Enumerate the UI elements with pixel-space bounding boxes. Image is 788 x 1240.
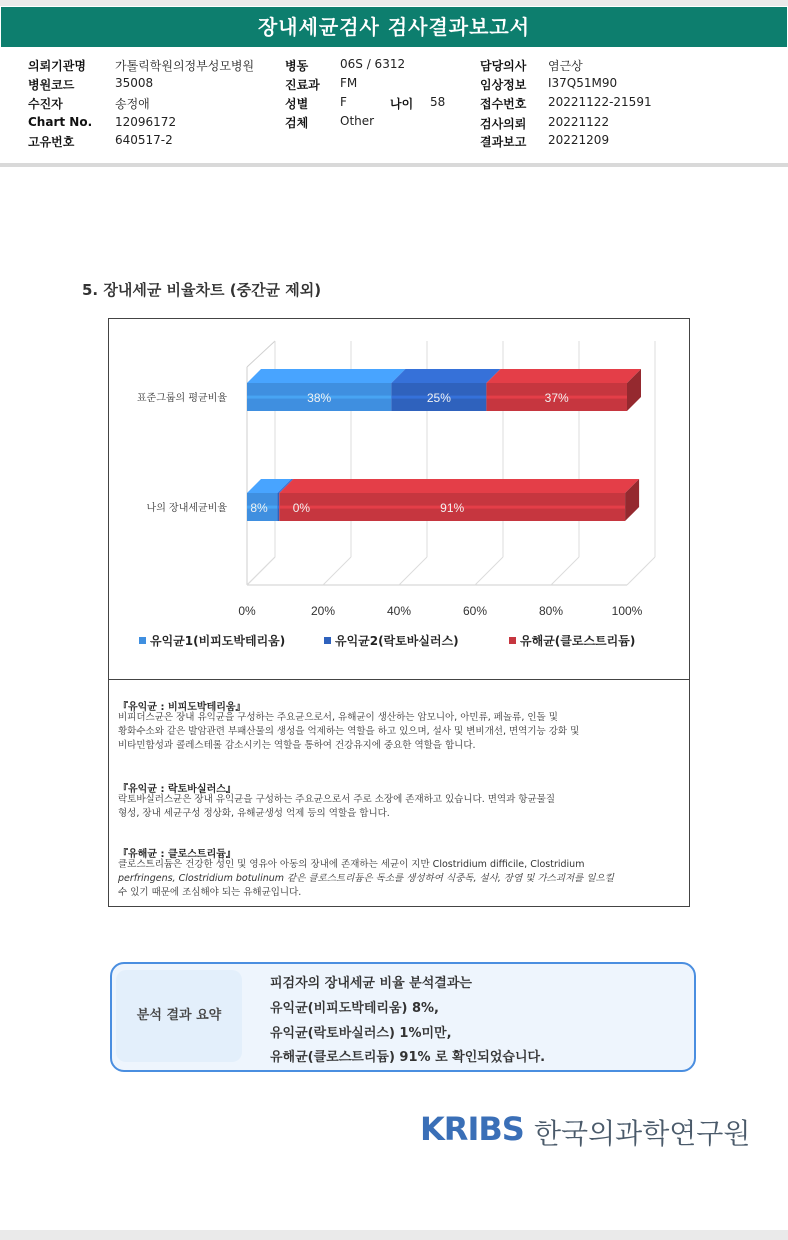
info-label: 성별 xyxy=(285,97,309,111)
bar-top xyxy=(391,369,500,383)
desc-line: 비타민합성과 콜레스테롤 감소시키는 역할을 통하여 건강유지에 중요한 역할을 합니다. xyxy=(118,740,476,751)
wall-top-edge xyxy=(247,341,275,367)
summary-line: 유해균(클로스트리듐) 91% 로 확인되었습니다. xyxy=(270,1050,546,1065)
info-value: 20221122 xyxy=(548,115,610,129)
desc-title: 『유해균 : 클로스트리듐』 xyxy=(118,849,236,860)
data-label: 91% xyxy=(440,501,465,515)
info-value: 송정애 xyxy=(115,97,150,111)
desc-text xyxy=(118,793,684,821)
info-label: Chart No. xyxy=(28,115,93,129)
desc-line: 황화수소와 같은 발암관련 부패산물의 생성을 억제하는 역할을 하고 있으며, 설사 및 변비개선, 면역기능 강화 및 xyxy=(118,726,580,737)
category-label: 나의 장내세균비율 xyxy=(146,503,227,514)
legend-swatch xyxy=(509,637,516,644)
gridline-floor xyxy=(323,557,351,585)
desc-title: 『유익균 : 락토바실러스』 xyxy=(118,784,236,795)
info-label: 담당의사 xyxy=(480,59,527,73)
age-label: 나이 xyxy=(390,97,414,111)
desc-text xyxy=(118,711,684,753)
info-label: 진료과 xyxy=(285,78,320,92)
summary-line: 유익균(락토바실러스) 1%미만, xyxy=(270,1026,452,1041)
summary-line: 유익균(비피도박테리움) 8%, xyxy=(270,1001,439,1016)
gridline-floor xyxy=(475,557,503,585)
info-label: 병동 xyxy=(285,59,309,73)
legend-label: 유익균1(비피도박테리움) xyxy=(150,634,286,648)
gridline-floor xyxy=(551,557,579,585)
info-value: 640517-2 xyxy=(115,133,173,147)
bar-top xyxy=(247,369,405,383)
bar-top xyxy=(279,479,639,493)
info-label: 고유번호 xyxy=(28,135,75,149)
desc-line: 비피더스균은 장내 유익균을 구성하는 주요균으로서, 유해균이 생산하는 암모니아, 아민류, 페놀류, 인돌 및 xyxy=(118,712,558,723)
x-tick-label: 20% xyxy=(310,604,336,618)
top-strip xyxy=(0,0,788,6)
info-label: 결과보고 xyxy=(480,135,527,149)
bottom-strip xyxy=(0,1230,788,1240)
report-title: 장내세균검사 검사결과보고서 xyxy=(1,7,787,47)
data-label: 37% xyxy=(544,391,569,405)
info-value: 염근상 xyxy=(548,59,583,73)
info-value: 가톨릭학원의정부성모병원 xyxy=(115,59,255,73)
x-tick-label: 100% xyxy=(611,604,643,618)
desc-line: 클로스트리듐은 건강한 성인 및 영유아 아동의 장내에 존재하는 세균이 지만 Clostridium difficile, Clostridium xyxy=(118,859,585,870)
data-label: 38% xyxy=(307,391,332,405)
summary-line: 피검자의 장내세균 비율 분석결과는 xyxy=(270,976,472,991)
description-box xyxy=(108,678,690,907)
x-tick-label: 0% xyxy=(238,604,256,618)
gridline-floor xyxy=(627,557,655,585)
header-divider xyxy=(0,163,788,167)
info-label: 병원코드 xyxy=(28,78,75,92)
data-label: 25% xyxy=(426,391,451,405)
data-label: 0% xyxy=(292,501,311,515)
info-label: 의뢰기관명 xyxy=(28,59,86,73)
x-tick-label: 80% xyxy=(538,604,564,618)
info-value: F xyxy=(340,95,347,109)
info-label: 수진자 xyxy=(28,97,63,111)
chart-svg xyxy=(109,319,689,679)
info-value: 20221122-21591 xyxy=(548,95,652,109)
summary-label: 분석 결과 요약 xyxy=(136,1008,222,1023)
logo-name: 한국의과학연구원 xyxy=(534,1117,751,1150)
desc-text xyxy=(118,858,684,900)
info-value: Other xyxy=(340,114,375,128)
info-value: 12096172 xyxy=(115,115,177,129)
summary-label-panel xyxy=(116,970,242,1062)
x-tick-label: 40% xyxy=(386,604,412,618)
desc-line: 락토바실러스균은 장내 유익균을 구성하는 주요균으로서 주로 소장에 존재하고 있습니다. 면역과 항균물질 xyxy=(118,794,556,805)
bar-highlight xyxy=(277,506,279,509)
desc-line: 수 있기 때문에 조심해야 되는 유해균입니다. xyxy=(118,887,302,898)
summary-box xyxy=(110,962,696,1072)
info-value: 20221209 xyxy=(548,133,610,147)
desc-line: 형성, 장내 세균구성 정상화, 유해균생성 억제 등의 역할을 합니다. xyxy=(118,808,390,819)
x-tick-label: 60% xyxy=(462,604,488,618)
gridline-floor xyxy=(399,557,427,585)
data-label: 8% xyxy=(250,501,268,515)
bacteria-ratio-chart xyxy=(108,318,690,680)
info-label: 검체 xyxy=(285,116,309,130)
info-label: 임상정보 xyxy=(480,78,527,92)
logo-brand: KRIBS xyxy=(420,1110,524,1148)
info-value: I37Q51M90 xyxy=(548,76,618,90)
gridline-floor xyxy=(247,557,275,585)
info-value: 35008 xyxy=(115,76,154,90)
info-label: 접수번호 xyxy=(480,97,527,111)
legend-label: 유익균2(락토바실러스) xyxy=(335,634,459,648)
category-label: 표준그룹의 평균비율 xyxy=(136,393,227,404)
patient-info xyxy=(0,48,788,162)
legend-label: 유해균(클로스트리듐) xyxy=(520,634,636,648)
bar-top xyxy=(486,369,641,383)
age-value: 58 xyxy=(430,95,446,109)
section-title: 5. 장내세균 비율차트 (중간균 제외) xyxy=(82,281,322,299)
info-label: 검사의뢰 xyxy=(480,117,527,131)
legend-swatch xyxy=(139,637,146,644)
info-value: 06S / 6312 xyxy=(340,57,406,71)
legend-swatch xyxy=(324,637,331,644)
desc-line: perfringens, Clostridium botulinum 같은 클로스트리듐은 독소를 생성하여 식중독, 설사, 장염 및 가스괴저를 일으킬 xyxy=(118,873,614,884)
info-value: FM xyxy=(340,76,358,90)
desc-title: 『유익균 : 비피도박테리움』 xyxy=(118,702,246,713)
